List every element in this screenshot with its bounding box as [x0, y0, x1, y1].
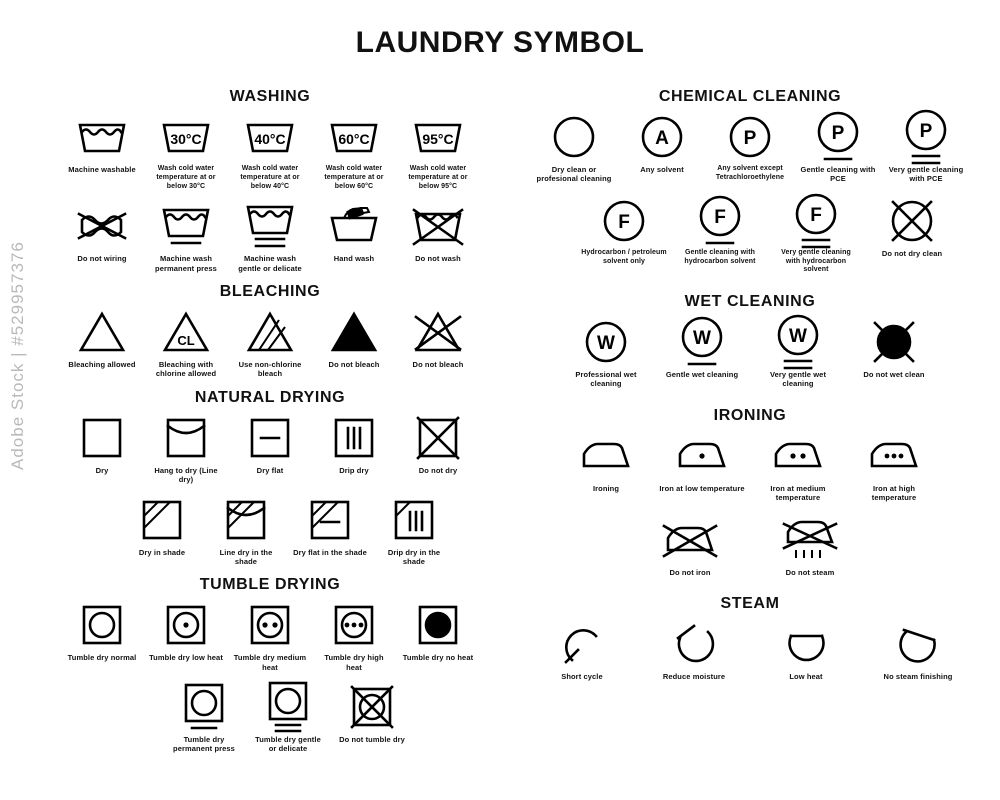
svg-text:60°C: 60°C — [338, 131, 370, 147]
symbol-hand-wash — [317, 203, 391, 263]
symbol-caption: Very gentle cleaning with PCE — [888, 165, 964, 184]
symbol-caption: Tumble dry low heat — [149, 653, 223, 663]
svg-text:P: P — [919, 121, 933, 142]
section-tumble-drying — [60, 576, 480, 754]
symbol-caption: Wash cold water temperature at or below 40°C — [240, 165, 300, 190]
chemical-cleaning-row-1 — [535, 114, 965, 184]
steam-no-finishing-icon — [894, 621, 942, 667]
svg-text:W: W — [789, 326, 807, 347]
circle-p-twobars-icon — [903, 114, 949, 160]
svg-text:A: A — [655, 128, 669, 149]
iron-one-dot-icon — [674, 433, 730, 479]
symbol-caption: Any solvent — [640, 165, 684, 174]
triangle-crossed-icon — [414, 309, 462, 355]
symbol-drip-dry — [317, 415, 391, 475]
circle-f-icon — [601, 198, 647, 244]
circle-p-bar-icon — [815, 114, 861, 160]
symbol-caption: Tumble dry permanent press — [173, 735, 235, 754]
section-natural-drying — [60, 389, 480, 567]
washtub-one-bar-icon — [160, 203, 212, 249]
symbol-caption: Low heat — [789, 671, 823, 681]
symbol-wash-60 — [317, 114, 391, 191]
symbol-caption: Do not steam — [785, 567, 835, 577]
square-icon — [80, 415, 124, 461]
symbol-ironing — [563, 433, 649, 493]
washtub-40-icon — [244, 114, 296, 160]
symbol-bleaching-allowed — [65, 309, 139, 369]
symbol-caption: Do not bleach — [328, 360, 380, 369]
symbol-caption: Drip dry — [339, 465, 369, 475]
symbol-very-gentle-hydrocarbon — [773, 198, 859, 275]
circle-a-icon — [639, 114, 685, 160]
hand-wash-icon — [328, 203, 380, 249]
washtub-two-bars-icon — [244, 203, 296, 249]
section-title-washing: WASHING — [229, 88, 311, 105]
symbol-reduce-moisture — [651, 621, 737, 681]
svg-text:F: F — [618, 211, 630, 233]
chemical-cleaning-row-2 — [535, 198, 965, 275]
symbol-caption: Bleaching with chlorine allowed — [155, 360, 217, 379]
iron-two-dots-icon — [770, 433, 826, 479]
symbol-do-not-wash — [401, 203, 475, 263]
svg-text:F: F — [810, 204, 822, 226]
symbol-caption: Iron at low temperature — [659, 483, 745, 493]
symbol-gentle-hydrocarbon — [677, 198, 763, 267]
symbol-caption: Very gentle wet cleaning — [769, 370, 827, 389]
symbol-caption: Hand wash — [333, 254, 375, 264]
symbol-non-chlorine-bleach — [233, 309, 307, 379]
tumble-one-dot-icon — [164, 602, 208, 648]
symbol-caption: Professional wet cleaning — [575, 370, 637, 389]
symbol-do-not-wring — [65, 203, 139, 263]
ironing-row-1 — [535, 433, 965, 503]
svg-text:P: P — [743, 128, 757, 149]
symbol-caption: Do not dry clean — [881, 248, 943, 258]
svg-text:40°C: 40°C — [254, 131, 286, 147]
page-title: LAUNDRY SYMBOL — [355, 26, 645, 59]
steam-low-heat-icon — [782, 621, 830, 667]
symbol-caption: Wash cold water temperature at or below 30°C — [156, 165, 216, 190]
tumble-two-dots-icon — [248, 602, 292, 648]
square-crossed-icon — [416, 415, 460, 461]
symbol-caption: Drip dry in the shade — [387, 547, 441, 566]
section-title-ironing: IRONING — [713, 406, 787, 424]
section-steam — [535, 595, 965, 681]
symbol-gentle-wet-cleaning — [659, 319, 745, 379]
symbol-caption: Wash cold water temperature at or below 95°C — [408, 165, 468, 190]
section-title-wet-cleaning: WET CLEANING — [684, 293, 816, 310]
do-not-steam-icon — [782, 517, 838, 563]
circle-f-twobars-icon — [793, 198, 839, 244]
iron-three-dots-icon — [866, 433, 922, 479]
symbol-caption: Tumble dry high heat — [324, 653, 384, 672]
symbol-caption: Do not wash — [415, 254, 461, 264]
symbol-caption: Dry flat — [256, 465, 284, 475]
symbol-caption: Very gentle cleaning with hydrocarbon solvent — [781, 248, 851, 274]
circle-icon — [551, 114, 597, 160]
tumble-drying-row-1 — [60, 602, 480, 672]
symbol-caption: Dry flat in the shade — [293, 547, 367, 557]
symbol-gentle-wash — [233, 203, 307, 273]
symbol-drip-dry-shade — [377, 497, 451, 567]
triangle-filled-icon — [330, 309, 378, 355]
symbol-caption: Machine washable — [68, 165, 136, 174]
symbol-caption: Machine wash gentle or delicate — [238, 254, 302, 273]
right-column — [535, 78, 965, 687]
steam-reduce-moisture-icon — [670, 621, 718, 667]
svg-text:CL: CL — [177, 333, 195, 348]
symbol-wash-30 — [149, 114, 223, 191]
symbol-very-gentle-wet-cleaning — [755, 319, 841, 389]
symbol-no-steam-finishing — [875, 621, 961, 681]
symbol-caption: Iron at high temperature — [871, 483, 917, 503]
symbol-caption: Iron at medium temperature — [770, 483, 826, 503]
symbol-caption: Dry clean or profesional cleaning — [536, 165, 612, 184]
symbol-caption: Line dry in the shade — [219, 547, 273, 566]
symbol-hydrocarbon — [581, 198, 667, 267]
symbol-do-not-bleach-crossed — [401, 309, 475, 369]
symbol-tumble-permanent-press — [167, 684, 241, 754]
steam-row-1 — [535, 621, 965, 681]
square-vbars-icon — [332, 415, 376, 461]
triangle-stripes-icon — [246, 309, 294, 355]
symbol-caption: Do not tumble dry — [339, 735, 405, 744]
symbol-caption: Tumble dry medium heat — [233, 653, 307, 672]
symbol-any-solvent — [623, 114, 701, 174]
tumble-two-bars-icon — [266, 684, 310, 730]
symbol-dry-clean — [535, 114, 613, 184]
circle-f-bar-icon — [697, 198, 743, 244]
left-column — [60, 78, 480, 760]
symbol-do-not-wet-clean — [851, 319, 937, 379]
section-title-natural-drying: NATURAL DRYING — [194, 388, 346, 406]
symbol-permanent-press-wash — [149, 203, 223, 273]
symbol-iron-high — [851, 433, 937, 503]
svg-text:F: F — [714, 206, 726, 228]
symbol-gentle-pce — [799, 114, 877, 184]
washing-row-1 — [60, 114, 480, 191]
symbol-caption: Any solvent except Tetrachloroethylene — [715, 165, 785, 181]
symbol-caption: Hang to dry (Line dry) — [154, 465, 218, 485]
symbol-do-not-iron — [647, 517, 733, 577]
symbol-caption: Do not dry — [418, 465, 458, 475]
wet-cleaning-row-1 — [535, 319, 965, 389]
symbol-caption: Do not wiring — [77, 254, 127, 264]
symbol-do-not-steam — [767, 517, 853, 577]
do-not-tumble-icon — [350, 684, 394, 730]
symbol-caption: Tumble dry gentle or delicate — [255, 735, 321, 754]
symbol-do-not-tumble-dry — [335, 684, 409, 744]
symbol-machine-washable — [65, 114, 139, 174]
symbol-caption: Wash cold water temperature at or below 60°C — [324, 165, 384, 190]
circle-w-bar-icon — [679, 319, 725, 365]
section-title-bleaching: BLEACHING — [219, 283, 321, 300]
symbol-dry-flat-shade — [293, 497, 367, 557]
symbol-low-heat — [763, 621, 849, 681]
svg-text:30°C: 30°C — [170, 131, 202, 147]
circle-filled-crossed-icon — [871, 319, 917, 365]
symbol-do-not-dry-clean — [869, 198, 955, 258]
watermark: Adobe Stock | #529957376 — [8, 241, 27, 470]
symbol-caption: Gentle cleaning with PCE — [800, 165, 876, 184]
symbol-dry-flat — [233, 415, 307, 475]
symbol-short-cycle — [539, 621, 625, 681]
section-bleaching — [60, 283, 480, 379]
washtub-60-icon — [328, 114, 380, 160]
symbol-caption: Gentle wet cleaning — [665, 370, 739, 379]
symbol-tumble-medium-heat — [233, 602, 307, 672]
symbol-tumble-low-heat — [149, 602, 223, 662]
symbol-caption: Gentle cleaning with hydrocarbon solvent — [684, 248, 756, 265]
svg-text:W: W — [693, 328, 711, 349]
do-not-iron-icon — [662, 517, 718, 563]
iron-icon — [578, 433, 634, 479]
symbol-wash-95 — [401, 114, 475, 191]
symbol-caption: Hydrocarbon / petroleum solvent only — [581, 248, 667, 265]
section-wet-cleaning — [535, 293, 965, 389]
symbol-tumble-gentle — [251, 684, 325, 754]
symbol-dry-in-shade — [125, 497, 199, 557]
section-title-steam: STEAM — [720, 594, 780, 612]
symbol-caption: Tumble dry no heat — [402, 653, 474, 663]
washtub-30-icon — [160, 114, 212, 160]
symbol-very-gentle-pce — [887, 114, 965, 184]
symbol-bleach-chlorine — [149, 309, 223, 379]
symbol-caption: Dry — [95, 465, 109, 475]
svg-text:95°C: 95°C — [422, 131, 454, 147]
section-washing — [60, 88, 480, 273]
circle-crossed-icon — [889, 198, 935, 244]
square-vbars-shade-icon — [392, 497, 436, 543]
section-chemical-cleaning — [535, 88, 965, 275]
svg-text:W: W — [597, 333, 615, 354]
symbol-do-not-bleach-filled — [317, 309, 391, 369]
symbol-hang-to-dry — [149, 415, 223, 485]
symbol-dry — [65, 415, 139, 475]
do-not-wring-icon — [76, 203, 128, 249]
circle-w-icon — [583, 319, 629, 365]
symbol-iron-medium — [755, 433, 841, 503]
washtub-icon — [76, 114, 128, 160]
symbol-wash-40 — [233, 114, 307, 191]
tumble-filled-icon — [416, 602, 460, 648]
tumble-one-bar-icon — [182, 684, 226, 730]
section-ironing — [535, 407, 965, 577]
symbol-tumble-no-heat — [401, 602, 475, 662]
section-title-chemical-cleaning: CHEMICAL CLEANING — [658, 88, 842, 105]
natural-drying-row-2 — [60, 497, 480, 567]
symbol-caption: Machine wash permanent press — [155, 254, 217, 273]
symbol-caption: Bleaching allowed — [68, 360, 136, 369]
washtub-95-icon — [412, 114, 464, 160]
circle-w-twobars-icon — [775, 319, 821, 365]
square-arc-shade-icon — [224, 497, 268, 543]
ironing-row-2 — [535, 517, 965, 577]
symbol-iron-low — [659, 433, 745, 493]
symbol-caption: Use non-chlorine bleach — [238, 360, 302, 379]
symbol-caption: No steam finishing — [883, 671, 953, 681]
symbol-tumble-high-heat — [317, 602, 391, 672]
square-arc-icon — [164, 415, 208, 461]
tumble-drying-row-2 — [60, 684, 480, 754]
section-title-tumble-drying: TUMBLE DRYING — [199, 576, 341, 594]
square-line-icon — [248, 415, 292, 461]
do-not-wash-icon — [412, 203, 464, 249]
symbol-caption: Do not wet clean — [863, 370, 925, 379]
triangle-cl-icon — [162, 309, 210, 355]
symbol-caption: Short cycle — [561, 671, 603, 681]
steam-short-cycle-icon — [558, 621, 606, 667]
symbol-caption: Ironing — [592, 483, 620, 493]
symbol-any-solvent-except-pce — [711, 114, 789, 183]
bleaching-row-1 — [60, 309, 480, 379]
svg-text:P: P — [831, 123, 845, 144]
symbol-do-not-dry — [401, 415, 475, 475]
symbol-caption: Do not iron — [669, 567, 711, 577]
symbol-caption: Reduce moisture — [662, 671, 726, 681]
symbol-caption: Tumble dry normal — [67, 653, 137, 663]
square-line-shade-icon — [308, 497, 352, 543]
symbol-line-dry-shade — [209, 497, 283, 567]
triangle-icon — [78, 309, 126, 355]
natural-drying-row-1 — [60, 415, 480, 485]
square-shade-icon — [140, 497, 184, 543]
symbol-tumble-normal — [65, 602, 139, 662]
symbol-professional-wet-cleaning — [563, 319, 649, 389]
symbol-caption: Dry in shade — [138, 547, 186, 557]
symbol-caption: Do not bleach — [412, 360, 464, 369]
tumble-normal-icon — [80, 602, 124, 648]
circle-p-icon — [727, 114, 773, 160]
washing-row-2 — [60, 203, 480, 273]
tumble-three-dots-icon — [332, 602, 376, 648]
